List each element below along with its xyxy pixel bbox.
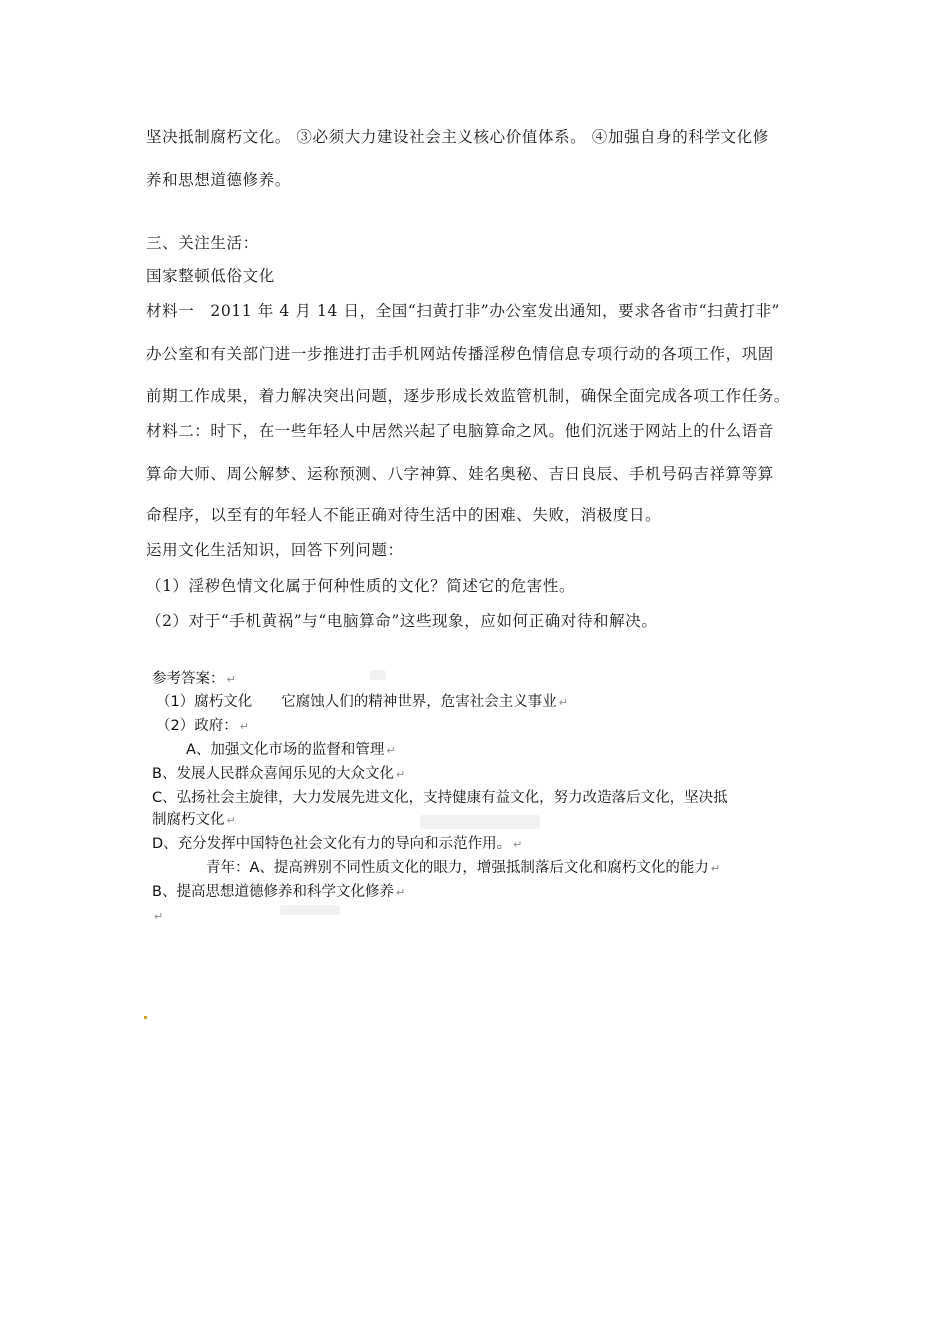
answer-2-a: A、加强文化市场的监督和管理 ↵ [186,742,396,758]
material-two-line-1: 材料二：时下，在一些年轻人中居然兴起了电脑算命之风。他们沉迷于网站上的什么语音 [146,422,774,440]
material-two-line-3: 命程序，以至有的年轻人不能正确对待生活中的困难、失败，消极度日。 [146,506,662,524]
paragraph-mark-icon: ↵ [513,838,523,851]
answer-heading: 参考答案： ↵ [152,671,236,687]
paragraph-mark-icon: ↵ [710,862,721,875]
paragraph-mark-icon: ↵ [154,910,164,923]
topic-title: 国家整顿低俗文化 [146,267,275,285]
material-one-line-2: 办公室和有关部门进一步推进打击手机网站传播淫秽色情信息专项行动的各项工作，巩固 [146,345,774,363]
watermark [420,815,540,829]
question-1: （1）淫秽色情文化属于何种性质的文化？简述它的危害性。 [146,577,576,595]
answer-2-c-line-2: 制腐朽文化 ↵ [152,812,236,828]
paragraph-mark-icon: ↵ [395,886,406,899]
answer-empty-line [152,907,163,926]
answer-2-c-line-1: C、弘扬社会主旋律，大力发展先进文化，支持健康有益文化，努力改造落后文化，坚决抵 [152,790,728,806]
body-line-1: 坚决抵制腐朽文化。 ③必须大力建设社会主义核心价值体系。 ④加强自身的科学文化修 [146,128,769,146]
watermark [280,905,340,915]
watermark [370,670,386,680]
material-two-line-2: 算命大师、周公解梦、运称预测、八字神算、娃名奥秘、吉日良辰、手机号码吉祥算等算 [146,465,774,483]
section-heading: 三、关注生活： [146,234,259,252]
answer-youth-b: B、提高思想道德修养和科学文化修养 ↵ [152,884,406,900]
paragraph-mark-icon: ↵ [395,768,406,781]
paragraph-mark-icon: ↵ [558,696,568,709]
question-intro: 运用文化生活知识，回答下列问题： [146,541,404,559]
answer-2-b: B、发展人民群众喜闻乐见的大众文化 ↵ [152,766,406,782]
question-2: （2）对于“手机黄祸”与“电脑算命”这些现象，应如何正确对待和解决。 [146,612,658,630]
answer-1: （1）腐朽文化 它腐蚀人们的精神世界，危害社会主义事业 ↵ [156,694,568,710]
body-line-2: 养和思想道德修养。 [146,171,291,189]
material-one-line-1: 材料一 2011 年 4 月 14 日，全国“扫黄打非”办公室发出通知，要求各省市“扫黄打非” [146,302,781,320]
paragraph-mark-icon: ↵ [226,814,236,827]
answer-2-government: （2）政府： ↵ [156,718,249,734]
paragraph-mark-icon: ↵ [386,744,396,757]
answer-youth-a: 青年：A、提高辨别不同性质文化的眼力，增强抵制落后文化和腐朽文化的能力 ↵ [206,860,721,876]
answer-2-d: D、充分发挥中国特色社会文化有力的导向和示范作用。 ↵ [152,836,523,852]
paragraph-mark-icon: ↵ [226,673,236,686]
paragraph-mark-icon: ↵ [239,720,249,733]
material-one-line-3: 前期工作成果，着力解决突出问题，逐步形成长效监管机制，确保全面完成各项工作任务。 [146,387,791,405]
stray-mark [144,1016,147,1019]
